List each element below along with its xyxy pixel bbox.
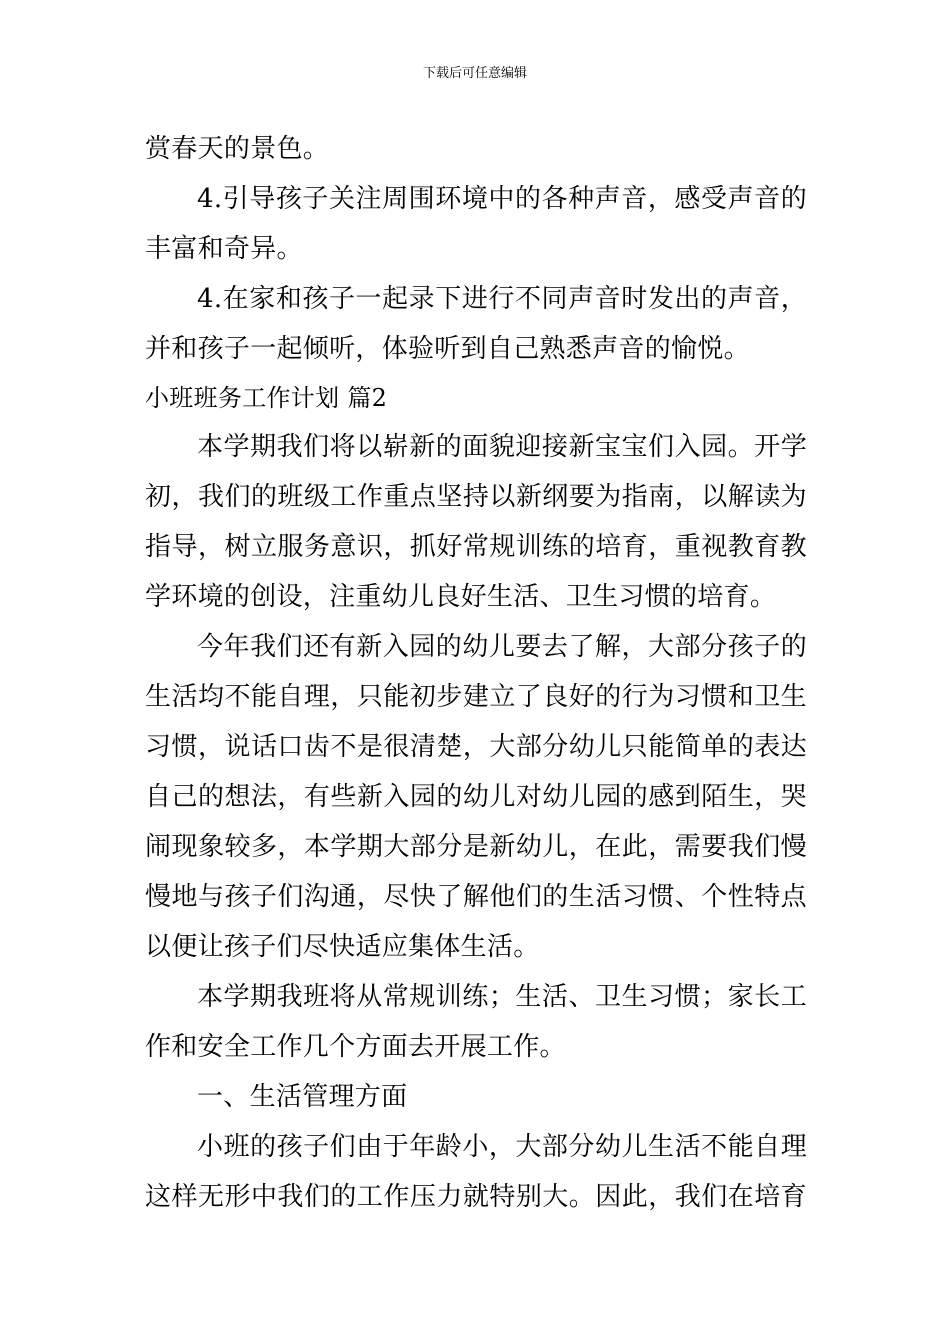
- paragraph-line: 本学期我班将从常规训练；生活、卫生习惯；家长工: [197, 982, 807, 1012]
- page-header: 下载后可任意编辑: [422, 66, 527, 81]
- paragraph-line: 生活均不能自理，只能初步建立了良好的行为习惯和卫生: [145, 682, 807, 712]
- paragraph-line: 闹现象较多，本学期大部分是新幼儿，在此，需要我们慢: [145, 832, 807, 862]
- paragraph-line: 慢地与孩子们沟通，尽快了解他们的生活习惯、个性特点: [145, 882, 807, 912]
- subsection-heading: 一、生活管理方面: [197, 1082, 408, 1112]
- paragraph-line: 4.引导孩子关注周围环境中的各种声音，感受声音的: [197, 184, 807, 214]
- paragraph-line: 这样无形中我们的工作压力就特别大。因此，我们在培育: [145, 1182, 807, 1212]
- paragraph-line: 赏春天的景色。: [145, 134, 330, 164]
- paragraph-line: 习惯，说话口齿不是很清楚，大部分幼儿只能简单的表达: [145, 732, 807, 762]
- paragraph-line: 自己的想法，有些新入园的幼儿对幼儿园的感到陌生，哭: [145, 782, 807, 812]
- paragraph-line: 作和安全工作几个方面去开展工作。: [145, 1032, 566, 1062]
- paragraph-line: 今年我们还有新入园的幼儿要去了解，大部分孩子的: [197, 632, 807, 662]
- paragraph-line: 丰富和奇异。: [145, 234, 303, 264]
- paragraph-line: 4.在家和孩子一起录下进行不同声音时发出的声音，: [197, 284, 807, 314]
- paragraph-line: 小班的孩子们由于年龄小，大部分幼儿生活不能自理: [197, 1132, 807, 1162]
- document-body: [145, 124, 807, 1222]
- paragraph-line: 初，我们的班级工作重点坚持以新纲要为指南，以解读为: [145, 482, 807, 512]
- paragraph-line: 并和孩子一起倾听，体验听到自己熟悉声音的愉悦。: [145, 334, 750, 364]
- paragraph-line: 本学期我们将以崭新的面貌迎接新宝宝们入园。开学: [197, 432, 807, 462]
- paragraph-line: 学环境的创设，注重幼儿良好生活、卫生习惯的培育。: [145, 582, 777, 612]
- section-heading: 小班班务工作计划 篇2: [145, 384, 388, 412]
- paragraph-line: 以便让孩子们尽快适应集体生活。: [145, 932, 540, 962]
- paragraph-line: 指导，树立服务意识，抓好常规训练的培育，重视教育教: [145, 532, 807, 562]
